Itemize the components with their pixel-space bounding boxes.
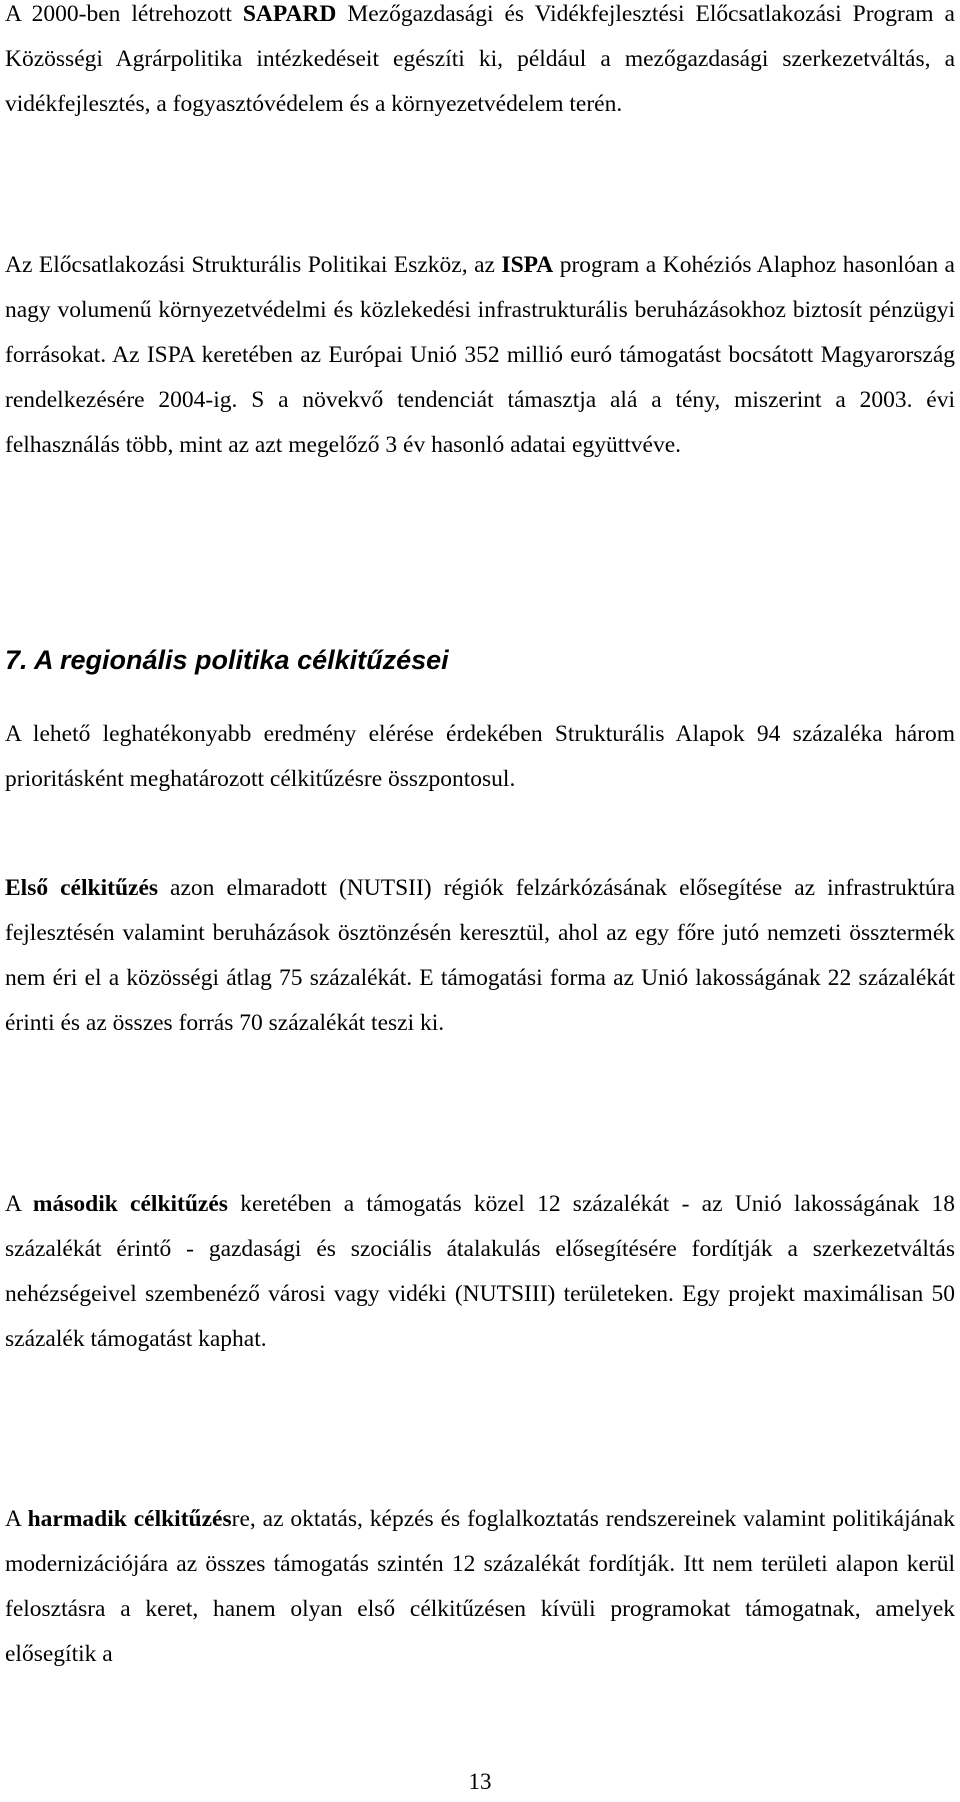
paragraph-third-objective-body: re, az oktatás, képzés és foglalkoztatás rendszereinek valamint politikájának modernizációjára az összes támogatás szintén 12 százalékát fordítják. Itt nem területi alapon kerül felosztásra a keret, hanem olyan első célkitűzésen kívüli programokat támogatnak, amelyek elősegítik a [5,1506,955,1667]
ispa-term: ISPA [501,252,554,278]
paragraph-sapard [5,0,955,127]
sapard-term: SAPARD [242,1,337,27]
first-objective-term: Első célkitűzés [5,875,159,901]
paragraph-ispa-body: program a Kohéziós Alaphoz hasonlóan a nagy volumenű környezetvédelmi és közlekedési infrastrukturális beruházásokhoz biztosít pénzügyi forrásokat. Az ISPA keretében az Európai Unió 352 millió euró támogatást bocsátott Magyarország rendelkezésére 2004-ig. S a növekvő tendenciát támasztja alá a tény, miszerint a 2003. évi felhasználás több, mint az azt megelőző 3 év hasonló adatai együttvéve. [5,252,955,458]
paragraph-first-objective [5,866,955,1046]
paragraph-intro-objectives: A lehető leghatékonyabb eredmény elérése érdekében Strukturális Alapok 94 százaléka három prioritásként meghatározott célkitűzésre összpontosul. [5,721,955,792]
paragraph-third-objective-intro: A [5,1506,28,1532]
paragraph-sapard-body: Mezőgazdasági és Vidékfejlesztési Előcsatlakozási Program a Közösségi Agrárpolitika intézkedéseit egészíti ki, például a mezőgazdasági szerkezetváltás, a vidékfejlesztés, a fogyasztóvédelem és a környezetvédelem terén. [5,1,955,117]
second-objective-term: második célkitűzés [32,1191,228,1217]
third-objective-term: harmadik célkitűzés [27,1506,232,1532]
page-number: 13 [468,1769,492,1794]
paragraph-ispa-intro: Az Előcsatlakozási Strukturális Politikai Eszköz, az [5,252,502,278]
paragraph-ispa [5,243,955,468]
section-heading: 7. A regionális politika célkitűzései [5,645,449,675]
paragraph-first-objective-body: azon elmaradott (NUTSII) régiók felzárkózásának elősegítése az infrastruktúra fejlesztésén valamint beruházások ösztönzésén keresztül, ahol az egy főre jutó nemzeti össztermék nem éri el a közösségi átlag 75 százalékát. E támogatási forma az Unió lakosságának 22 százalékát érinti és az összes forrás 70 százalékát teszi ki. [5,875,955,1036]
paragraph-second-objective-intro: A [5,1191,33,1217]
paragraph-sapard-intro: A 2000-ben létrehozott [5,1,243,27]
paragraph-third-objective [5,1497,955,1677]
paragraph-second-objective-body: keretében a támogatás közel 12 százalékát - az Unió lakosságának 18 százalékát érintő - gazdasági és szociális átalakulás elősegítésére fordítják a szerkezetváltás nehézségeivel szembenéző városi vagy vidéki (NUTSIII) területeken. Egy projekt maximálisan 50 százalék támogatást kaphat. [5,1191,956,1352]
paragraph-second-objective [5,1182,955,1362]
